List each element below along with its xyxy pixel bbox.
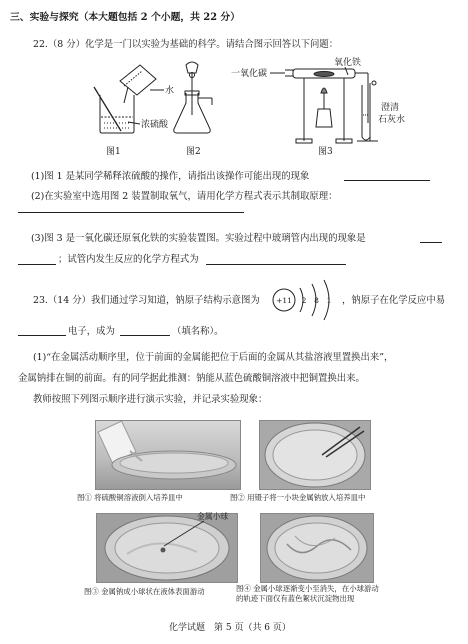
answer-blank-q22-3b[interactable] bbox=[18, 264, 56, 265]
q23-line2-b: （填名称）。 bbox=[172, 326, 224, 337]
answer-blank-q23-1[interactable] bbox=[18, 335, 66, 336]
fig3-caption: 图3 bbox=[318, 147, 333, 157]
sodium-atom-diagram bbox=[270, 278, 350, 322]
photo-adding-sodium bbox=[259, 420, 371, 490]
answer-blank-q22-1[interactable] bbox=[344, 180, 430, 181]
label-metal-ball: 金属小球 bbox=[197, 512, 229, 521]
caption-photo-1: 图① 将硫酸铜溶液倒入培养皿中 bbox=[77, 493, 183, 502]
fig2-caption: 图2 bbox=[186, 147, 201, 157]
label-co: 一氧化碳 bbox=[231, 69, 268, 79]
q23-part1-b: 金属钠排在铜的前面。有的同学据此推测：钠能从蓝色硫酸铜溶液中把铜置换出来。 bbox=[18, 373, 365, 384]
atom-nucleus-charge: +11 bbox=[276, 296, 292, 305]
label-limewater-2: 石灰水 bbox=[378, 115, 406, 125]
q22-intro: 22.（8 分）化学是一门以实验为基础的科学。请结合图示回答以下问题： bbox=[33, 39, 339, 50]
q22-part2: (2)在实验室中选用图 2 装置制取氧气，请用化学方程式表示其制取原理： bbox=[31, 191, 338, 202]
answer-blank-q22-3c[interactable] bbox=[206, 264, 346, 265]
q23-part1-a: (1)“在金属活动顺序里，位于前面的金属能把位于后面的金属从其盐溶液里置换出来”， bbox=[33, 352, 394, 363]
q22-part1: (1)图 1 是某同学稀释浓硫酸的操作，请指出该操作可能出现的现象 bbox=[31, 171, 310, 182]
atom-shell-2: 8 bbox=[314, 296, 319, 305]
q22-part3-a: (3)图 3 是一氧化碳还原氧化铁的实验装置图。实验过程中玻璃管内出现的现象是 bbox=[31, 233, 366, 244]
label-limewater-1: 澄清 bbox=[381, 103, 400, 113]
fig1-caption: 图1 bbox=[106, 147, 121, 157]
q23-intro: 23.（14 分）我们通过学习知道，钠原子结构示意图为 bbox=[33, 295, 260, 306]
q23-intro-tail: ，钠原子在化学反应中易 bbox=[342, 295, 446, 306]
q22-figures bbox=[0, 53, 468, 163]
figure3-co-reduction-diagram bbox=[270, 67, 378, 143]
answer-blank-q22-3a[interactable] bbox=[420, 242, 442, 243]
page-footer: 化学试题 第 5 页（共 6 页） bbox=[169, 623, 291, 633]
label-conc-acid: 浓硫酸 bbox=[141, 120, 169, 130]
caption-photo-4: 图④ 金属小球逐渐变小至消失，在小球游动的轨迹下面仅有蓝色絮状沉淀物出现 bbox=[236, 584, 379, 603]
figure2-flask-diagram bbox=[174, 62, 212, 133]
label-fe2o3: 氧化铁 bbox=[334, 58, 362, 68]
photo-ball-disappears bbox=[260, 513, 374, 583]
answer-blank-q22-2[interactable] bbox=[18, 212, 244, 213]
section-title: 三、实验与探究（本大题包括 2 个小题，共 22 分） bbox=[10, 12, 241, 23]
caption-photo-2: 图② 用镊子将一小块金属钠放入培养皿中 bbox=[230, 493, 366, 502]
label-water: 水 bbox=[165, 86, 175, 96]
caption-photo-3: 图③ 金属钠成小球状在液体表面游动 bbox=[84, 587, 205, 596]
atom-shell-3: 1 bbox=[326, 296, 332, 305]
photo-pouring-copper-sulfate bbox=[95, 420, 241, 490]
metal-ball-pointer bbox=[160, 518, 220, 548]
q23-line2-a: 电子，成为 bbox=[68, 326, 115, 337]
q23-part1-c: 教师按照下列图示顺序进行演示实验，并记录实验现象： bbox=[33, 394, 268, 405]
q22-part3-b: ；试管内发生反应的化学方程式为 bbox=[58, 254, 199, 265]
answer-blank-q23-2[interactable] bbox=[120, 335, 170, 336]
atom-shell-1: 2 bbox=[301, 296, 307, 305]
